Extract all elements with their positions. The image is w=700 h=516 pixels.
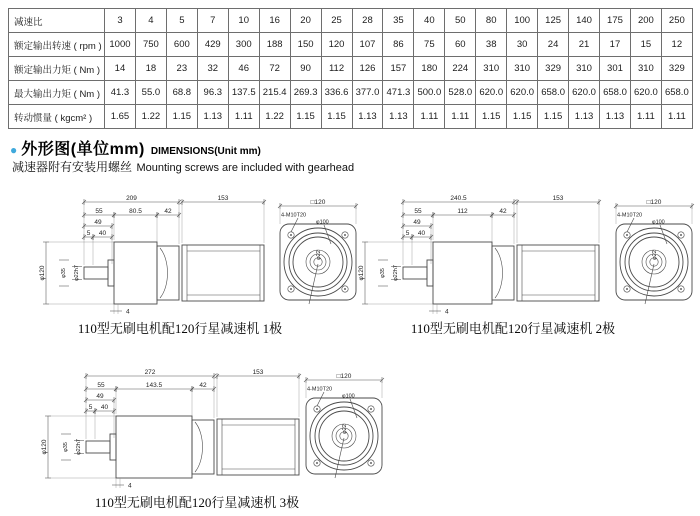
table-cell: 137.5 <box>228 81 259 105</box>
dim-label: 42 <box>499 208 507 216</box>
table-cell: 300 <box>228 33 259 57</box>
dim-label: □120 <box>310 199 326 207</box>
table-cell: 126 <box>352 57 383 81</box>
table-cell: 377.0 <box>352 81 383 105</box>
dim-label: 55 <box>414 208 422 216</box>
table-row <box>9 81 693 105</box>
dim-label: 143.5 <box>145 382 163 390</box>
table-cell: 750 <box>135 33 166 57</box>
table-cell: 188 <box>259 33 290 57</box>
section-title-cn: 外形图(单位mm) <box>21 141 145 158</box>
table-cell: 1.13 <box>600 105 631 129</box>
dim-label: 80.5 <box>129 208 142 216</box>
table-cell: 107 <box>352 33 383 57</box>
row-header: 最大输出力矩 ( Nm ) <box>9 81 105 105</box>
dim-label: □120 <box>646 199 662 207</box>
table-cell: 100 <box>507 9 538 33</box>
table-cell: 4 <box>135 9 166 33</box>
side-view-drawing-2stage <box>345 192 607 320</box>
table-cell: 96.3 <box>197 81 228 105</box>
table-cell: 16 <box>259 9 290 33</box>
table-cell: 38 <box>476 33 507 57</box>
dim-label: φ120 <box>41 439 48 455</box>
spec-table <box>8 8 693 129</box>
table-cell: 1.15 <box>166 105 197 129</box>
table-cell: 1.13 <box>352 105 383 129</box>
table-cell: 1.13 <box>197 105 228 129</box>
dim-label: φ22 <box>652 250 658 260</box>
table-cell: 250 <box>661 9 692 33</box>
row-header: 额定输出转速 ( rpm ) <box>9 33 105 57</box>
section-title-en: DIMENSIONS(Unit mm) <box>150 146 261 157</box>
table-cell: 140 <box>569 9 600 33</box>
table-cell: 620.0 <box>507 81 538 105</box>
table-cell: 15 <box>630 33 661 57</box>
table-cell: 620.0 <box>630 81 661 105</box>
table-cell: 310 <box>476 57 507 81</box>
dim-label: 4 <box>128 482 132 490</box>
dim-label: 4 <box>445 308 449 316</box>
flange-view-drawing-3stage <box>294 372 394 490</box>
dim-label: 153 <box>552 195 564 203</box>
dim-label: 4 <box>126 308 130 316</box>
dim-label: 5 <box>405 230 410 238</box>
table-cell: 620.0 <box>476 81 507 105</box>
dim-label: □120 <box>336 373 352 381</box>
row-header: 转动惯量 ( kgcm² ) <box>9 105 105 129</box>
table-cell: 329 <box>661 57 692 81</box>
table-cell: 224 <box>445 57 476 81</box>
table-cell: 301 <box>600 57 631 81</box>
table-cell: 25 <box>321 9 352 33</box>
dim-label: 49 <box>413 219 421 227</box>
dim-label: φ22h7 <box>393 265 399 281</box>
table-cell: 5 <box>166 9 197 33</box>
table-cell: 125 <box>538 9 569 33</box>
dim-label: 4-M10T20 <box>281 212 307 219</box>
table-cell: 80 <box>476 9 507 33</box>
table-cell: 46 <box>228 57 259 81</box>
dim-label: φ120 <box>358 265 365 281</box>
table-cell: 21 <box>569 33 600 57</box>
table-cell: 55.0 <box>135 81 166 105</box>
table-cell: 1.15 <box>321 105 352 129</box>
table-cell: 1.13 <box>383 105 414 129</box>
table-cell: 17 <box>600 33 631 57</box>
table-cell: 429 <box>197 33 228 57</box>
dim-label: 112 <box>457 208 468 216</box>
table-cell: 41.3 <box>105 81 136 105</box>
dim-label: φ35 <box>61 268 67 278</box>
table-cell: 528.0 <box>445 81 476 105</box>
table-cell: 1.15 <box>538 105 569 129</box>
table-cell: 1.22 <box>135 105 166 129</box>
table-cell: 90 <box>290 57 321 81</box>
table-cell: 215.4 <box>259 81 290 105</box>
table-cell: 18 <box>135 57 166 81</box>
dim-label: φ22h7 <box>76 439 82 455</box>
table-cell: 86 <box>383 33 414 57</box>
table-cell: 658.0 <box>538 81 569 105</box>
table-cell: 1.11 <box>661 105 692 129</box>
table-cell: 1.11 <box>228 105 259 129</box>
table-cell: 329 <box>538 57 569 81</box>
table-cell: 1000 <box>105 33 136 57</box>
table-cell: 175 <box>600 9 631 33</box>
dim-label: 40 <box>98 230 107 238</box>
table-cell: 336.6 <box>321 81 352 105</box>
table-cell: 310 <box>569 57 600 81</box>
dim-label: 49 <box>96 393 104 401</box>
dim-label: 55 <box>95 208 103 216</box>
side-view-drawing-1stage <box>26 192 272 320</box>
dim-label: 4-M10T20 <box>617 212 643 219</box>
table-cell: 658.0 <box>600 81 631 105</box>
side-view-drawing-3stage <box>28 366 307 494</box>
table-cell: 1.13 <box>569 105 600 129</box>
table-cell: 30 <box>507 33 538 57</box>
dim-label: φ22 <box>316 250 322 260</box>
row-header: 减速比 <box>9 9 105 33</box>
table-cell: 1.11 <box>414 105 445 129</box>
dim-label: φ100 <box>342 393 355 400</box>
table-row <box>9 33 693 57</box>
dim-label: 153 <box>252 369 264 377</box>
drawing-caption-1stage: 110型无刷电机配120行星减速机 1极 <box>77 321 283 336</box>
table-cell: 150 <box>290 33 321 57</box>
dim-label: φ35 <box>63 442 69 452</box>
dim-label: 153 <box>217 195 229 203</box>
table-cell: 471.3 <box>383 81 414 105</box>
table-cell: 10 <box>228 9 259 33</box>
table-cell: 1.65 <box>105 105 136 129</box>
table-cell: 40 <box>414 9 445 33</box>
table-cell: 658.0 <box>661 81 692 105</box>
table-cell: 1.11 <box>445 105 476 129</box>
table-cell: 310 <box>507 57 538 81</box>
table-cell: 14 <box>105 57 136 81</box>
row-header: 额定输出力矩 ( Nm ) <box>9 57 105 81</box>
table-cell: 72 <box>259 57 290 81</box>
table-cell: 500.0 <box>414 81 445 105</box>
table-cell: 7 <box>197 9 228 33</box>
section-subtitle-en: Mounting screws are included with gearhead <box>136 162 355 174</box>
table-cell: 32 <box>197 57 228 81</box>
dim-label: φ100 <box>316 219 329 226</box>
table-row <box>9 105 693 129</box>
dim-label: φ22 <box>342 424 348 434</box>
dim-label: 42 <box>199 382 207 390</box>
dim-label: 209 <box>126 195 137 203</box>
dim-label: φ35 <box>380 268 386 278</box>
drawing-caption-3stage: 110型无刷电机配120行星减速机 3极 <box>94 495 300 510</box>
table-cell: 112 <box>321 57 352 81</box>
dim-label: 42 <box>164 208 172 216</box>
dim-label: 240.5 <box>450 195 467 203</box>
table-row <box>9 9 693 33</box>
table-cell: 60 <box>445 33 476 57</box>
table-cell: 120 <box>321 33 352 57</box>
table-cell: 1.15 <box>476 105 507 129</box>
table-cell: 180 <box>414 57 445 81</box>
table-cell: 20 <box>290 9 321 33</box>
section-heading <box>10 136 261 159</box>
dim-label: 5 <box>88 404 93 412</box>
section-subtitle <box>12 158 354 176</box>
table-cell: 1.15 <box>290 105 321 129</box>
table-cell: 1.22 <box>259 105 290 129</box>
dim-label: 272 <box>144 369 156 377</box>
table-cell: 200 <box>630 9 661 33</box>
table-cell: 269.3 <box>290 81 321 105</box>
table-cell: 50 <box>445 9 476 33</box>
table-cell: 12 <box>661 33 692 57</box>
table-row <box>9 57 693 81</box>
dim-label: 40 <box>417 230 426 238</box>
section-bullet-icon: ● <box>10 143 18 157</box>
table-cell: 600 <box>166 33 197 57</box>
dim-label: φ22h7 <box>74 265 80 281</box>
dim-label: 40 <box>100 404 109 412</box>
dim-label: 49 <box>94 219 102 227</box>
table-cell: 23 <box>166 57 197 81</box>
table-cell: 157 <box>383 57 414 81</box>
table-cell: 75 <box>414 33 445 57</box>
table-cell: 1.11 <box>630 105 661 129</box>
table-cell: 310 <box>630 57 661 81</box>
dim-label: φ100 <box>652 219 665 226</box>
table-cell: 3 <box>105 9 136 33</box>
table-cell: 620.0 <box>569 81 600 105</box>
dim-label: φ120 <box>39 265 46 281</box>
table-cell: 28 <box>352 9 383 33</box>
dim-label: 4-M10T20 <box>307 386 333 393</box>
table-cell: 68.8 <box>166 81 197 105</box>
table-cell: 1.15 <box>507 105 538 129</box>
dim-label: 5 <box>86 230 91 238</box>
dim-label: 55 <box>97 382 105 390</box>
table-cell: 35 <box>383 9 414 33</box>
drawing-caption-2stage: 110型无刷电机配120行星减速机 2极 <box>410 321 616 336</box>
table-cell: 24 <box>538 33 569 57</box>
flange-view-drawing-2stage <box>604 198 700 316</box>
section-subtitle-cn: 减速器附有安装用螺丝 <box>12 160 133 174</box>
